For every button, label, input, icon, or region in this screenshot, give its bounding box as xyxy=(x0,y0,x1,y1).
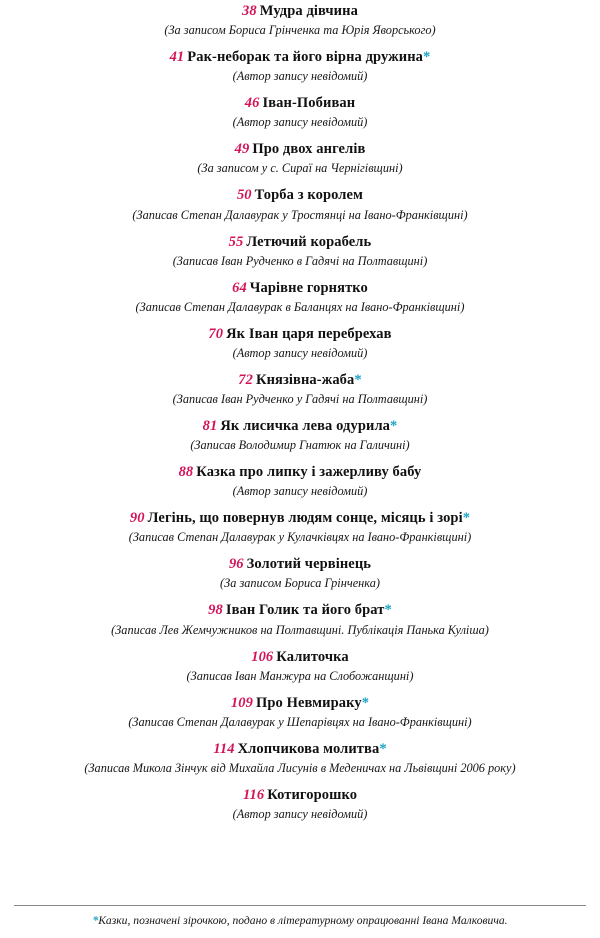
toc-entry[interactable] xyxy=(14,371,586,408)
toc-entry[interactable] xyxy=(14,694,586,731)
toc-entry-page-number: 46 xyxy=(244,95,260,112)
toc-entry-title: Як Іван царя перебрехав xyxy=(226,325,392,342)
toc-entry-title: Як лисичка лева одурила xyxy=(220,417,391,434)
toc-entry[interactable] xyxy=(14,601,586,638)
toc-entry-star-icon: * xyxy=(354,371,362,388)
toc-entry-title-line[interactable] xyxy=(14,417,586,435)
toc-entry-title-line[interactable] xyxy=(14,509,586,527)
footnote-body: Казки, позначені зірочкою, подано в літературному опрацюванні Івана Малковича. xyxy=(98,913,508,927)
toc-entry-title: Торба з королем xyxy=(254,187,364,204)
toc-entry-page-number: 116 xyxy=(242,786,265,803)
toc-entry[interactable] xyxy=(14,648,586,685)
toc-entry-title: Легінь, що повернув людям сонце, місяць і зорі xyxy=(147,510,463,527)
toc-entry-source-note: (Записав Микола Зінчук від Михайла Лисунів в Меденичах на Львівщині 2006 року) xyxy=(84,760,516,775)
footnote-divider xyxy=(14,905,586,906)
toc-entry-page-number: 50 xyxy=(236,187,252,204)
toc-entry[interactable] xyxy=(14,233,586,270)
toc-entry-page-number: 81 xyxy=(202,417,218,434)
toc-entry-title: Про двох ангелів xyxy=(252,141,366,158)
toc-entry-page-number: 88 xyxy=(178,464,194,481)
toc-entry-page-number: 70 xyxy=(208,325,224,342)
toc-entry-title: Чарівне горнятко xyxy=(249,279,368,296)
toc-entry-title-line[interactable] xyxy=(14,648,586,666)
toc-entry-source-note: (Записав Іван Рудченко у Гадячі на Полтавщині) xyxy=(172,392,428,406)
toc-entry[interactable] xyxy=(14,279,586,316)
toc-entry-title-line[interactable] xyxy=(14,48,586,66)
toc-entry-title-line[interactable] xyxy=(14,186,586,204)
toc-entry-title: Про Невмираку xyxy=(255,694,362,711)
toc-entry-page-number: 90 xyxy=(129,510,145,527)
toc-entry-source-note: (За записом Бориса Грінченка та Юрія Яворського) xyxy=(164,23,436,38)
toc-entry-title: Калиточка xyxy=(276,648,349,665)
toc-entry-star-icon: * xyxy=(379,740,387,757)
toc-entry-title: Хлопчикова молитва xyxy=(237,740,380,757)
table-of-contents-list xyxy=(14,0,586,823)
toc-entry-title-line[interactable] xyxy=(14,601,586,619)
toc-entry-page-number: 64 xyxy=(232,279,247,296)
toc-entry-source-note: (Автор запису невідомий) xyxy=(232,115,368,130)
toc-entry-title: Рак-неборак та його вірна дружина xyxy=(187,49,424,66)
footnote-text xyxy=(14,913,586,928)
toc-entry-page-number: 106 xyxy=(251,648,274,665)
toc-entry-title-line[interactable] xyxy=(14,94,586,112)
toc-entry[interactable] xyxy=(14,463,586,500)
toc-entry[interactable] xyxy=(14,555,586,592)
toc-entry-title-line[interactable] xyxy=(14,371,586,389)
toc-entry-source-note: (Записав Володимир Гнатюк на Галичині) xyxy=(190,438,410,453)
toc-entry-title-line[interactable] xyxy=(14,555,586,573)
toc-entry-page-number: 109 xyxy=(230,694,253,711)
toc-entry-title-line[interactable] xyxy=(14,233,586,251)
toc-entry[interactable] xyxy=(14,417,586,454)
toc-entry-page-number: 72 xyxy=(238,371,253,388)
toc-entry-source-note: (Записав Степан Далавурак у Шепарівцях на Івано-Франківщині) xyxy=(128,714,472,729)
toc-entry[interactable] xyxy=(14,2,586,39)
toc-entry-title-line[interactable] xyxy=(14,694,586,712)
toc-entry-source-note: (Записав Іван Рудченко в Гадячі на Полтавщині) xyxy=(172,253,428,268)
toc-entry-title-line[interactable] xyxy=(14,740,586,758)
toc-entry-star-icon: * xyxy=(361,694,370,711)
toc-entry-title-line[interactable] xyxy=(14,279,586,297)
toc-entry-title: Мудра дівчина xyxy=(259,3,358,19)
footnote-block xyxy=(14,905,586,928)
toc-entry-page-number: 49 xyxy=(234,141,250,158)
toc-entry-source-note: (Автор запису невідомий) xyxy=(232,69,368,84)
toc-entry-source-note: (Записав Степан Далавурак у Кулачківцях на Івано-Франківщині) xyxy=(128,530,472,545)
toc-entry[interactable] xyxy=(14,94,586,131)
toc-entry-star-icon: * xyxy=(423,49,431,66)
toc-entry-page-number: 96 xyxy=(228,556,244,573)
toc-entry-title: Котигорошко xyxy=(267,786,358,803)
toc-entry[interactable] xyxy=(14,786,586,823)
toc-entry-title-line[interactable] xyxy=(14,2,586,20)
toc-entry-title-line[interactable] xyxy=(14,786,586,804)
toc-entry[interactable] xyxy=(14,325,586,362)
toc-entry-title-line[interactable] xyxy=(14,325,586,343)
footnote-star-icon: * xyxy=(92,913,99,927)
toc-entry-title: Золотий червінець xyxy=(246,556,372,573)
toc-entry-source-note: (Записав Степан Далавурак в Баланцях на Івано-Франківщині) xyxy=(135,299,465,314)
toc-entry-source-note: (За записом Бориса Грінченка) xyxy=(220,576,380,591)
toc-entry-page-number: 38 xyxy=(242,3,257,19)
toc-entry[interactable] xyxy=(14,48,586,85)
toc-entry-title: Казка про липку і зажерливу бабу xyxy=(196,464,422,481)
toc-entry-source-note: (Автор запису невідомий) xyxy=(232,484,368,499)
toc-entry-source-note: (Записав Іван Манжура на Слобожанщині) xyxy=(186,668,414,683)
toc-entry-page-number: 55 xyxy=(228,233,244,250)
toc-entry-title: Іван Голик та його брат xyxy=(225,602,385,619)
toc-entry[interactable] xyxy=(14,186,586,223)
toc-entry-title-line[interactable] xyxy=(14,463,586,481)
toc-entry-page-number: 98 xyxy=(208,602,223,619)
toc-entry-title-line[interactable] xyxy=(14,140,586,158)
toc-entry-star-icon: * xyxy=(390,417,398,434)
toc-entry-source-note: (Записав Лев Жемчужников на Полтавщині. Публікація Панька Куліша) xyxy=(111,622,489,637)
toc-entry-star-icon: * xyxy=(462,510,471,527)
toc-entry-page-number: 114 xyxy=(213,740,235,757)
toc-entry[interactable] xyxy=(14,740,586,777)
toc-entry-title: Іван-Побиван xyxy=(262,95,356,112)
toc-entry-source-note: (Автор запису невідомий) xyxy=(232,345,368,360)
toc-entry-star-icon: * xyxy=(384,602,392,619)
toc-entry-source-note: (Автор запису невідомий) xyxy=(232,806,368,821)
toc-entry-page-number: 41 xyxy=(169,49,185,66)
toc-entry-source-note: (За записом у с. Сираї на Чернігівщині) xyxy=(197,161,403,176)
toc-entry-source-note: (Записав Степан Далавурак у Тростянці на Івано-Франківщині) xyxy=(132,207,468,222)
toc-entry-title: Князівна-жаба xyxy=(255,371,355,388)
toc-entry[interactable] xyxy=(14,140,586,177)
toc-entry[interactable] xyxy=(14,509,586,546)
toc-entry-title: Летючий корабель xyxy=(246,233,372,250)
